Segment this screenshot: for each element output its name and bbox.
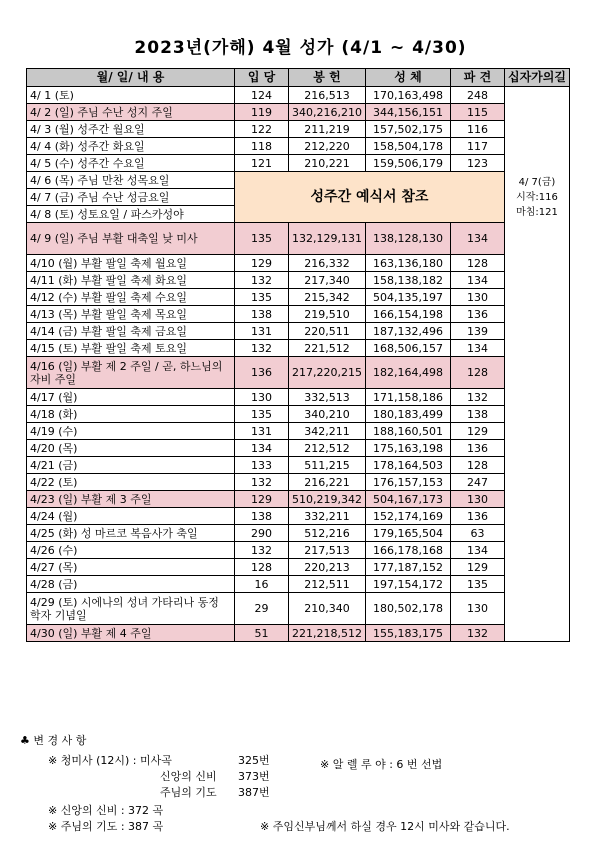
row-date-content: 4/16 (일) 부활 제 2 주일 / 곧, 하느님의 자비 주일 bbox=[27, 357, 235, 389]
row-communion-hymn: 180,183,499 bbox=[365, 406, 450, 423]
row-way-of-cross bbox=[504, 508, 569, 525]
row-way-of-cross bbox=[504, 272, 569, 289]
row-communion-hymn: 180,502,178 bbox=[365, 593, 450, 625]
row-dismissal-hymn: 136 bbox=[450, 440, 504, 457]
row-entry-hymn: 132 bbox=[235, 542, 289, 559]
table-row bbox=[27, 542, 570, 559]
row-way-of-cross bbox=[504, 474, 569, 491]
row-communion-hymn: 175,163,198 bbox=[365, 440, 450, 457]
row-date-content: 4/15 (토) 부활 팔일 축제 토요일 bbox=[27, 340, 235, 357]
row-offertory-hymn: 332,513 bbox=[289, 389, 366, 406]
row-dismissal-hymn: 129 bbox=[450, 559, 504, 576]
row-entry-hymn: 124 bbox=[235, 87, 289, 104]
header-entry: 입 당 bbox=[235, 69, 289, 87]
row-communion-hymn: 504,135,197 bbox=[365, 289, 450, 306]
note-lords-prayer: ※ 주님의 기도 : 387 곡 bbox=[48, 820, 164, 833]
table-row bbox=[27, 138, 570, 155]
row-way-of-cross bbox=[504, 121, 569, 138]
row-date-content: 4/22 (토) bbox=[27, 474, 235, 491]
row-entry-hymn: 133 bbox=[235, 457, 289, 474]
row-offertory-hymn: 216,332 bbox=[289, 255, 366, 272]
row-date-content: 4/30 (일) 부활 제 4 주일 bbox=[27, 625, 235, 642]
row-date-content: 4/ 1 (토) bbox=[27, 87, 235, 104]
table-row bbox=[27, 357, 570, 389]
note-pastor: ※ 주임신부님께서 하실 경우 12시 미사와 같습니다. bbox=[260, 820, 510, 833]
row-offertory-hymn: 512,216 bbox=[289, 525, 366, 542]
row-date-content: 4/25 (화) 성 마르코 복음사가 축일 bbox=[27, 525, 235, 542]
note-mass-setting: ※ 청미사 (12시) : 미사곡 bbox=[48, 754, 172, 767]
row-dismissal-hymn: 117 bbox=[450, 138, 504, 155]
table-row bbox=[27, 559, 570, 576]
row-date-content: 4/10 (월) 부활 팔일 축제 월요일 bbox=[27, 255, 235, 272]
row-dismissal-hymn: 134 bbox=[450, 272, 504, 289]
row-entry-hymn: 121 bbox=[235, 155, 289, 172]
row-offertory-hymn: 217,340 bbox=[289, 272, 366, 289]
row-offertory-hymn: 510,219,342 bbox=[289, 491, 366, 508]
row-date-content: 4/17 (월) bbox=[27, 389, 235, 406]
table-row bbox=[27, 389, 570, 406]
row-dismissal-hymn: 115 bbox=[450, 104, 504, 121]
row-entry-hymn: 129 bbox=[235, 491, 289, 508]
row-offertory-hymn: 340,216,210 bbox=[289, 104, 366, 121]
row-entry-hymn: 132 bbox=[235, 340, 289, 357]
row-date-content: 4/20 (목) bbox=[27, 440, 235, 457]
table-row bbox=[27, 474, 570, 491]
row-date-content: 4/29 (토) 시에나의 성녀 가타리나 동정 학자 기념일 bbox=[27, 593, 235, 625]
row-entry-hymn: 132 bbox=[235, 474, 289, 491]
row-entry-hymn: 136 bbox=[235, 357, 289, 389]
row-date-content: 4/12 (수) 부활 팔일 축제 수요일 bbox=[27, 289, 235, 306]
row-way-of-cross bbox=[504, 559, 569, 576]
row-communion-hymn: 171,158,186 bbox=[365, 389, 450, 406]
note-mystery-of-faith: ※ 신앙의 신비 : 372 곡 bbox=[48, 804, 164, 817]
way-of-cross-note bbox=[504, 172, 569, 223]
row-way-of-cross bbox=[504, 525, 569, 542]
row-communion-hymn: 178,164,503 bbox=[365, 457, 450, 474]
row-entry-hymn: 134 bbox=[235, 440, 289, 457]
row-date-content: 4/13 (목) 부활 팔일 축제 목요일 bbox=[27, 306, 235, 323]
table-row bbox=[27, 440, 570, 457]
row-entry-hymn: 138 bbox=[235, 306, 289, 323]
table-row bbox=[27, 576, 570, 593]
row-dismissal-hymn: 134 bbox=[450, 542, 504, 559]
header-communion: 성 체 bbox=[365, 69, 450, 87]
row-dismissal-hymn: 248 bbox=[450, 87, 504, 104]
table-row bbox=[27, 272, 570, 289]
row-entry-hymn: 118 bbox=[235, 138, 289, 155]
row-dismissal-hymn: 130 bbox=[450, 491, 504, 508]
row-date-content: 4/18 (화) bbox=[27, 406, 235, 423]
table-row bbox=[27, 255, 570, 272]
row-date-content: 4/11 (화) 부활 팔일 축제 화요일 bbox=[27, 272, 235, 289]
row-entry-hymn: 131 bbox=[235, 323, 289, 340]
row-date-content: 4/ 8 (토) 성토요일 / 파스카성야 bbox=[27, 206, 235, 223]
way-of-cross-line1: 4/ 7(금) bbox=[518, 176, 556, 188]
row-offertory-hymn: 220,511 bbox=[289, 323, 366, 340]
row-communion-hymn: 179,165,504 bbox=[365, 525, 450, 542]
row-date-content: 4/26 (수) bbox=[27, 542, 235, 559]
row-way-of-cross bbox=[504, 576, 569, 593]
row-dismissal-hymn: 128 bbox=[450, 255, 504, 272]
row-entry-hymn: 138 bbox=[235, 508, 289, 525]
note-prayer-label: 주님의 기도 bbox=[160, 786, 217, 799]
row-date-content: 4/ 9 (일) 주님 부활 대축일 낮 미사 bbox=[27, 223, 235, 255]
row-dismissal-hymn: 63 bbox=[450, 525, 504, 542]
row-offertory-hymn: 211,219 bbox=[289, 121, 366, 138]
row-communion-hymn: 177,187,152 bbox=[365, 559, 450, 576]
table-row bbox=[27, 340, 570, 357]
header-date-content: 월/ 일/ 내 용 bbox=[27, 69, 235, 87]
row-way-of-cross bbox=[504, 340, 569, 357]
row-way-of-cross bbox=[504, 223, 569, 255]
row-date-content: 4/ 7 (금) 주님 수난 성금요일 bbox=[27, 189, 235, 206]
row-way-of-cross bbox=[504, 542, 569, 559]
row-date-content: 4/27 (목) bbox=[27, 559, 235, 576]
row-communion-hymn: 166,154,198 bbox=[365, 306, 450, 323]
table-row bbox=[27, 223, 570, 255]
page-title: 2023년(가해) 4월 성가 (4/1 ~ 4/30) bbox=[134, 38, 467, 58]
row-way-of-cross bbox=[504, 104, 569, 121]
note-prayer-number: 387번 bbox=[238, 786, 270, 799]
table-row bbox=[27, 155, 570, 172]
row-communion-hymn: 187,132,496 bbox=[365, 323, 450, 340]
row-communion-hymn: 344,156,151 bbox=[365, 104, 450, 121]
note-mass-setting-number: 325번 bbox=[238, 754, 270, 767]
row-date-content: 4/ 2 (일) 주님 수난 성지 주일 bbox=[27, 104, 235, 121]
row-offertory-hymn: 217,220,215 bbox=[289, 357, 366, 389]
row-entry-hymn: 128 bbox=[235, 559, 289, 576]
way-of-cross-line3: 마침:121 bbox=[516, 206, 558, 218]
table-row bbox=[27, 172, 570, 189]
row-offertory-hymn: 216,221 bbox=[289, 474, 366, 491]
table-header-row bbox=[27, 69, 570, 87]
hymn-schedule-table bbox=[26, 68, 570, 642]
row-offertory-hymn: 340,210 bbox=[289, 406, 366, 423]
table-row bbox=[27, 423, 570, 440]
row-way-of-cross bbox=[504, 323, 569, 340]
table-row bbox=[27, 289, 570, 306]
row-entry-hymn: 51 bbox=[235, 625, 289, 642]
row-entry-hymn: 29 bbox=[235, 593, 289, 625]
row-communion-hymn: 158,138,182 bbox=[365, 272, 450, 289]
row-dismissal-hymn: 116 bbox=[450, 121, 504, 138]
row-dismissal-hymn: 128 bbox=[450, 457, 504, 474]
holy-week-merged-note: 성주간 예식서 참조 bbox=[235, 172, 505, 223]
row-date-content: 4/ 3 (월) 성주간 월요일 bbox=[27, 121, 235, 138]
table-row bbox=[27, 306, 570, 323]
row-way-of-cross bbox=[504, 491, 569, 508]
row-entry-hymn: 122 bbox=[235, 121, 289, 138]
way-of-cross-line2: 시작:116 bbox=[516, 191, 558, 203]
row-communion-hymn: 155,183,175 bbox=[365, 625, 450, 642]
row-dismissal-hymn: 129 bbox=[450, 423, 504, 440]
row-communion-hymn: 159,506,179 bbox=[365, 155, 450, 172]
note-mystery-number: 373번 bbox=[238, 770, 270, 783]
row-dismissal-hymn: 247 bbox=[450, 474, 504, 491]
row-way-of-cross bbox=[504, 593, 569, 625]
row-entry-hymn: 129 bbox=[235, 255, 289, 272]
table-row bbox=[27, 87, 570, 104]
row-entry-hymn: 130 bbox=[235, 389, 289, 406]
row-dismissal-hymn: 132 bbox=[450, 389, 504, 406]
row-way-of-cross bbox=[504, 87, 569, 104]
row-way-of-cross bbox=[504, 406, 569, 423]
row-way-of-cross bbox=[504, 306, 569, 323]
row-offertory-hymn: 215,342 bbox=[289, 289, 366, 306]
row-dismissal-hymn: 130 bbox=[450, 289, 504, 306]
row-dismissal-hymn: 135 bbox=[450, 576, 504, 593]
row-way-of-cross bbox=[504, 138, 569, 155]
row-date-content: 4/24 (월) bbox=[27, 508, 235, 525]
row-communion-hymn: 157,502,175 bbox=[365, 121, 450, 138]
row-offertory-hymn: 216,513 bbox=[289, 87, 366, 104]
row-date-content: 4/21 (금) bbox=[27, 457, 235, 474]
table-row bbox=[27, 508, 570, 525]
row-entry-hymn: 16 bbox=[235, 576, 289, 593]
row-date-content: 4/14 (금) 부활 팔일 축제 금요일 bbox=[27, 323, 235, 340]
row-offertory-hymn: 210,221 bbox=[289, 155, 366, 172]
row-date-content: 4/ 4 (화) 성주간 화요일 bbox=[27, 138, 235, 155]
row-offertory-hymn: 221,512 bbox=[289, 340, 366, 357]
row-dismissal-hymn: 128 bbox=[450, 357, 504, 389]
notes-heading: ♣ 변 경 사 항 bbox=[20, 734, 87, 747]
row-dismissal-hymn: 130 bbox=[450, 593, 504, 625]
table-row bbox=[27, 525, 570, 542]
row-communion-hymn: 168,506,157 bbox=[365, 340, 450, 357]
row-offertory-hymn: 212,512 bbox=[289, 440, 366, 457]
row-dismissal-hymn: 136 bbox=[450, 508, 504, 525]
row-date-content: 4/28 (금) bbox=[27, 576, 235, 593]
row-way-of-cross bbox=[504, 357, 569, 389]
table-row bbox=[27, 121, 570, 138]
row-way-of-cross bbox=[504, 255, 569, 272]
row-offertory-hymn: 132,129,131 bbox=[289, 223, 366, 255]
row-offertory-hymn: 220,213 bbox=[289, 559, 366, 576]
row-way-of-cross bbox=[504, 289, 569, 306]
row-communion-hymn: 176,157,153 bbox=[365, 474, 450, 491]
header-way-of-cross: 십자가의길 bbox=[504, 69, 569, 87]
row-way-of-cross bbox=[504, 155, 569, 172]
header-dismissal: 파 견 bbox=[450, 69, 504, 87]
row-dismissal-hymn: 134 bbox=[450, 340, 504, 357]
row-way-of-cross bbox=[504, 457, 569, 474]
row-communion-hymn: 182,164,498 bbox=[365, 357, 450, 389]
row-entry-hymn: 135 bbox=[235, 406, 289, 423]
row-dismissal-hymn: 132 bbox=[450, 625, 504, 642]
row-entry-hymn: 119 bbox=[235, 104, 289, 121]
row-way-of-cross bbox=[504, 423, 569, 440]
row-entry-hymn: 135 bbox=[235, 223, 289, 255]
row-communion-hymn: 188,160,501 bbox=[365, 423, 450, 440]
row-date-content: 4/23 (일) 부활 제 3 주일 bbox=[27, 491, 235, 508]
row-way-of-cross bbox=[504, 625, 569, 642]
row-offertory-hymn: 221,218,512 bbox=[289, 625, 366, 642]
row-communion-hymn: 163,136,180 bbox=[365, 255, 450, 272]
row-entry-hymn: 132 bbox=[235, 272, 289, 289]
row-communion-hymn: 197,154,172 bbox=[365, 576, 450, 593]
row-offertory-hymn: 217,513 bbox=[289, 542, 366, 559]
table-row bbox=[27, 104, 570, 121]
row-date-content: 4/ 6 (목) 주님 만찬 성목요일 bbox=[27, 172, 235, 189]
row-communion-hymn: 158,504,178 bbox=[365, 138, 450, 155]
table-row bbox=[27, 406, 570, 423]
changes-notes bbox=[20, 732, 590, 842]
row-offertory-hymn: 212,511 bbox=[289, 576, 366, 593]
row-offertory-hymn: 332,211 bbox=[289, 508, 366, 525]
row-communion-hymn: 170,163,498 bbox=[365, 87, 450, 104]
row-way-of-cross bbox=[504, 389, 569, 406]
row-entry-hymn: 131 bbox=[235, 423, 289, 440]
row-offertory-hymn: 210,340 bbox=[289, 593, 366, 625]
table-row bbox=[27, 491, 570, 508]
table-row bbox=[27, 323, 570, 340]
row-dismissal-hymn: 138 bbox=[450, 406, 504, 423]
row-entry-hymn: 135 bbox=[235, 289, 289, 306]
row-offertory-hymn: 219,510 bbox=[289, 306, 366, 323]
row-date-content: 4/19 (수) bbox=[27, 423, 235, 440]
row-dismissal-hymn: 123 bbox=[450, 155, 504, 172]
row-communion-hymn: 504,167,173 bbox=[365, 491, 450, 508]
row-communion-hymn: 152,174,169 bbox=[365, 508, 450, 525]
row-communion-hymn: 138,128,130 bbox=[365, 223, 450, 255]
row-offertory-hymn: 511,215 bbox=[289, 457, 366, 474]
row-dismissal-hymn: 139 bbox=[450, 323, 504, 340]
row-way-of-cross bbox=[504, 440, 569, 457]
row-dismissal-hymn: 136 bbox=[450, 306, 504, 323]
row-entry-hymn: 290 bbox=[235, 525, 289, 542]
table-row bbox=[27, 457, 570, 474]
note-mystery-label: 신앙의 신비 bbox=[160, 770, 217, 783]
header-offertory: 봉 헌 bbox=[289, 69, 366, 87]
table-row bbox=[27, 593, 570, 625]
row-date-content: 4/ 5 (수) 성주간 수요일 bbox=[27, 155, 235, 172]
note-alleluia: ※ 알 렐 루 야 : 6 번 선법 bbox=[320, 758, 443, 771]
row-communion-hymn: 166,178,168 bbox=[365, 542, 450, 559]
table-row bbox=[27, 625, 570, 642]
row-offertory-hymn: 342,211 bbox=[289, 423, 366, 440]
row-offertory-hymn: 212,220 bbox=[289, 138, 366, 155]
row-dismissal-hymn: 134 bbox=[450, 223, 504, 255]
